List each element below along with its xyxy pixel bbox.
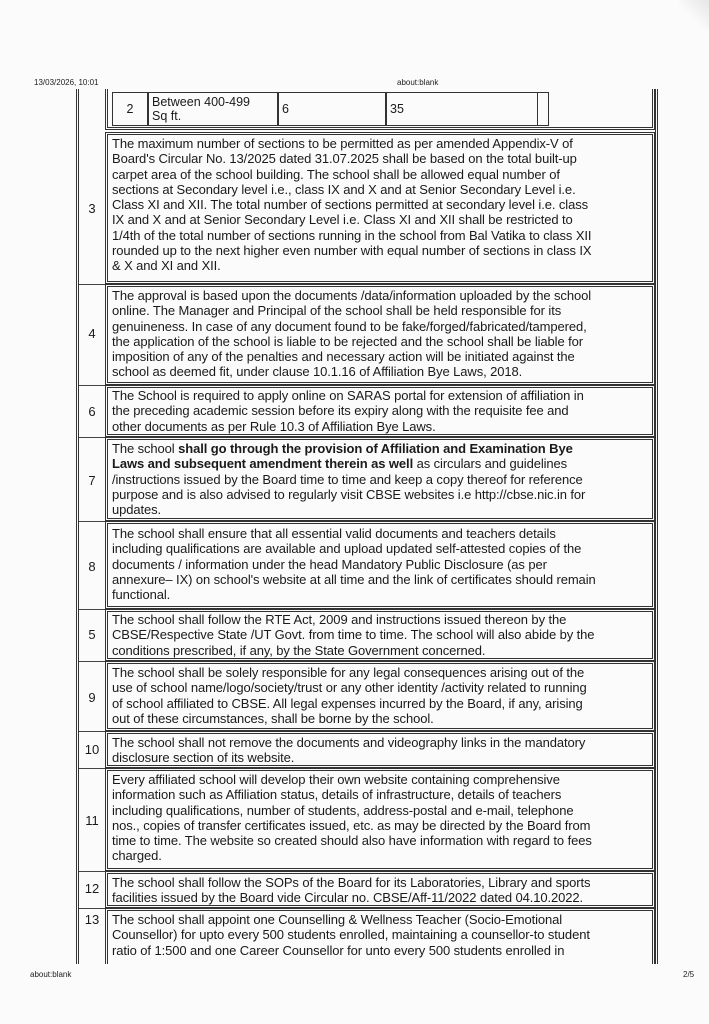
print-footer-url: about:blank [30,970,72,979]
table-cell-sno: 2 [112,92,148,126]
clause-number: 7 [88,473,96,488]
section-area-table [112,92,549,126]
clause-text: The school shall not remove the documents and videography links in the mandatory disclosure section of its website. [112,735,586,766]
page-number: 2/5 [683,970,695,979]
clause-text: The school shall follow the RTE Act, 2009 and instructions issued thereon by the CBSE/Respective State /UT Govt. from time to time. The school will also abide by the conditions prescribed, if any, by the State Government concerned. [112,612,595,658]
clause-number: 13 [84,912,100,927]
row-divider [79,385,105,386]
row-divider [79,768,105,769]
clause-text-bold: shall go through the provision of Affiliation and Examination Bye Laws and subsequent amendment therein as well [112,441,573,472]
clause-number: 8 [88,559,96,574]
area-text: Between 400-499 Sq ft. [152,95,250,123]
clause-text-part: as circulars and guidelines /instructions issued by the Board time to time and keep a copy thereof for reference purpose and is also advised to regularly visit CBSE websites i.e http://cbse.nic.in for updates. [112,456,586,518]
clause-number: 5 [88,627,96,642]
clause-text: The school shall appoint one Counselling & Wellness Teacher (Socio-Emotional Counsellor) for upto every 500 students enrolled, maintaining a counsellor-to student ratio of 1:500 and one Career Counsellor for unto every 500 students enrolled in [112,912,590,958]
row-divider [79,284,105,285]
row-divider [79,437,105,438]
clause-text: The school shall ensure that all essential valid documents and teachers details including qualifications are available and upload updated self-attested copies of the documents / information under the head Mandatory Public Disclosure (as per annexure– IX) on school's website at all time and the link of certificates should remain functional. [112,526,596,603]
clause-text: The school shall follow the SOPs of the Board for its Laboratories, Library and sports facilities issued by the Board vide Circular no. CBSE/Aff-11/2022 dated 04.10.2022. [112,875,591,906]
row-divider [79,871,105,872]
clause-text: The School is required to apply online on SARAS portal for extension of affiliation in the preceding academic session before its expiry along with the requisite fee and other documents as per Rule 10.3 of Affiliation Bye Laws. [112,388,584,434]
row-divider [79,908,105,909]
page-curl [679,0,709,30]
clause-number: 4 [88,326,96,341]
clause-text [112,441,652,517]
table-cell-col4: 35 [386,92,538,126]
clause-text: The approval is based upon the documents /data/information uploaded by the school online. The Manager and Principal of the school shall be held responsible for its genuineness. In case of any document found to be fake/forged/fabricated/tampered, the application of the school is liable to be rejected and the school shall be liable for imposition of any of the penalties and necessary action will be initiated against the school as deemed fit, under clause 10.1.16 of Affiliation Bye Laws, 2018. [112,288,592,380]
print-timestamp: 13/03/2026, 10:01 [34,78,99,87]
clause-number: 10 [84,742,100,757]
clause-number: 11 [85,813,99,828]
table-cell-area [148,92,278,126]
row-divider [79,731,105,732]
row-divider [79,521,105,522]
clause-number: 9 [88,690,96,705]
clause-number: 6 [88,404,96,419]
clause-number: 3 [88,201,96,216]
clause-text-part: The school [112,441,179,456]
row-divider [79,609,105,610]
print-title: about:blank [397,78,439,87]
row-divider [79,661,105,662]
table-cell-empty [538,92,549,126]
clause-text: The school shall be solely responsible for any legal consequences arising out of the use of school name/logo/society/trust or any other identity /activity related to running of school affiliated to CBSE. All legal expenses incurred by the Board, if any, arising out of these circumstances, shall be borne by the school. [112,665,587,726]
clause-number: 12 [84,881,100,896]
table-cell-col3: 6 [278,92,386,126]
clause-text: Every affiliated school will develop their own website containing comprehensive information such as Affiliation status, details of infrastructure, details of teachers including qualifications, number of students, address-postal and e-mail, telephone nos., copies of transfer certificates issued, etc. as may be directed by the Board from time to time. The website so created should also have information with regard to fees charged. [112,772,592,864]
clause-text: The maximum number of sections to be permitted as per amended Appendix-V of Board's Circular No. 13/2025 dated 31.07.2025 shall be based on the total built-up carpet area of the school building. The school shall be allowed equal number of sections at Secondary level i.e., class IX and X and at Senior Secondary Level i.e. Class XI and XII. The total number of sections permitted at secondary level i.e. class IX and X and at Senior Secondary Level i.e. Class XI and XII shall be restricted to 1/4th of the total number of sections running in the school from Bal Vatika to class XII rounded up to the next higher even number with equal number of sections in class IX & X and XI and XII. [112,136,592,274]
